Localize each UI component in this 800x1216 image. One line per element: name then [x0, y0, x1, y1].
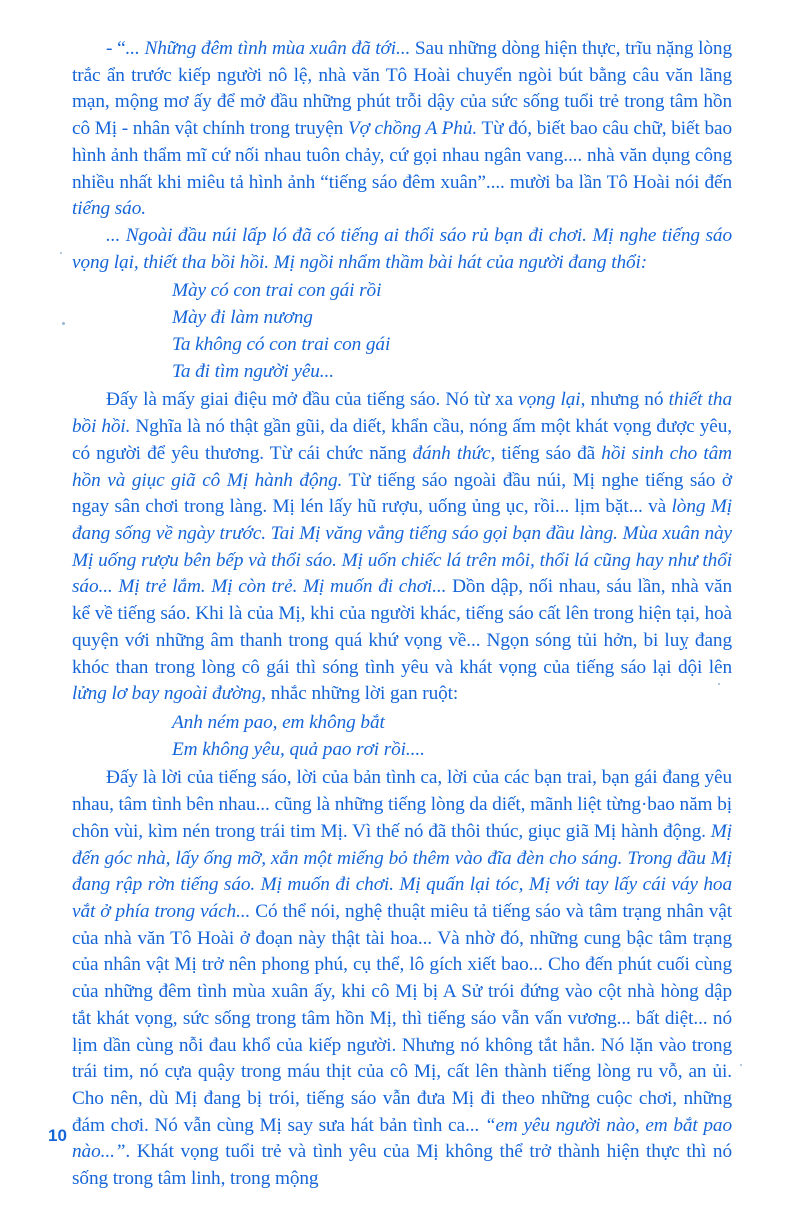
verse-line: Mày có con trai con gái rồi [172, 280, 382, 302]
emphasis-text: thiết tha bồi hồi. [72, 389, 733, 438]
body-paragraph [72, 765, 732, 1193]
page-speck [62, 322, 65, 325]
emphasis-text: Vợ chồng A Phủ. [347, 118, 478, 140]
verse-block [72, 710, 732, 763]
emphasis-text: lòng Mị đang sống về ngày trước. Tai Mị văng vẳng tiếng sáo gọi bạn đầu làng. Mùa xuân này Mị uống rượu bên bếp và thổi sáo. Mị uốn chiếc lá trên môi, thổi lá cũng hay như thổi sáo... Mị trẻ lắm. Mị còn trẻ. Mị muốn đi chơi... [72, 496, 732, 598]
body-text: Đấy là lời của tiếng sáo, lời của bản tình ca, lời của các bạn trai, bạn gái đang yêu nhau, tâm tình bên nhau... cũng là những tiếng lòng da diết, mãnh liệt từng·bao năm bị chôn vùi, kìm nén trong trái tim Mị. Vì thế nó đã thôi thúc, giục giã Mị hành động. [72, 767, 732, 842]
body-text: Dồn dập, nối nhau, sáu lần, nhà văn kể về tiếng sáo. Khi là của Mị, khi của người khác, tiếng sáo cất lên trong hiện tại, hoà quyện với những âm thanh trong quá khứ vọng về... Ngọn sóng tủi hởn, bi luỵ đang khóc than trong lòng cô gái thì sóng tình yêu và khát vọng của tiếng sáo lại dội lên [72, 576, 732, 678]
verse-line: Mày đi làm nương [172, 307, 313, 329]
body-text: Sau những dòng hiện thực, trĩu nặng lòng trắc ẩn trước kiếp người nô lệ, nhà văn Tô Hoài chuyển ngòi bút bằng câu văn lãng mạn, mộng mơ ấy để mở đầu những phút trỗi dậy của sức sống tuổi trẻ trong tâm hồn cô Mị - nhân vật chính trong truyện [72, 38, 732, 140]
verse-line: Em không yêu, quả pao rơi rồi.... [172, 738, 425, 760]
body-text: - “ [106, 38, 126, 59]
page-number: 10 [48, 1126, 67, 1145]
verse-line: Ta không có con trai con gái [172, 333, 391, 355]
emphasis-text: Mị đến góc nhà, lấy ống mỡ, xắn một miếng bỏ thêm vào đĩa đèn cho sáng. Trong đầu Mị đang rập rờn tiếng sáo. Mị muốn đi chơi. Mị quấn lại tóc, Mị với tay lấy cái váy hoa vắt ở phía trong vách... [72, 820, 732, 922]
emphasis-text: ... Những đêm tình mùa xuân đã tới... [125, 38, 411, 59]
emphasis-text: “em yêu người nào, em bắt pao nào...” [72, 1114, 732, 1163]
body-text: Có thể nói, nghệ thuật miêu tả tiếng sáo và tâm trạng nhân vật của nhà văn Tô Hoài ở đoạn này thật tài hoa... Và nhờ đó, những cung bậc tâm trạng của nhân vật Mị trở nên phong phú, cụ thể, lô gích xiết bao... Cho đến phút cuối cùng của những đêm tình mùa xuân ấy, khi cô Mị bị A Sử trói đứng vào cột nhà hòng dập tắt khát vọng, sức sống trong tâm hồn Mị, thì tiếng sáo vẫn vấn vương... bất diệt... nó lịm dần cùng nỗi đau khổ của kiếp người. Nhưng nó không tắt hẳn. Nó lặn vào trong trái tim, nó cựa quậy trong máu thịt của cô Mị, cất lên thành tiếng lòng ru vỗ, an ủi. Cho nên, dù Mị đang bị trói, tiếng sáo vẫn đưa Mị đi theo những cuộc chơi, những đám chơi. Nó vẫn cùng Mị say sưa hát bản tình ca... [72, 901, 732, 1136]
page-speck [740, 1064, 742, 1066]
page-body [72, 36, 732, 1193]
emphasis-text: đánh thức [412, 442, 491, 464]
verse-block [72, 278, 732, 385]
body-paragraph [72, 223, 732, 276]
emphasis-text: lửng lơ bay ngoài đường [72, 683, 262, 705]
body-text: , nhưng nó [580, 389, 669, 411]
emphasis-text: tiếng sáo. [72, 198, 146, 220]
page-speck [60, 252, 62, 254]
emphasis-text: ... Ngoài đầu núi lấp ló đã có tiếng ai thổi sáo rủ bạn đi chơi. Mị nghe tiếng sáo vọng lại, thiết tha bồi hồi. Mị ngồi nhẩm thầm bài hát của người đang thổi: [72, 225, 732, 273]
body-paragraph [72, 36, 732, 223]
body-text: Từ đó, biết bao câu chữ, biết bao hình ảnh thẩm mĩ cứ nối nhau tuôn chảy, cứ gọi nhau ngân vang.... nhà văn dụng công nhiều nhất khi miêu tả hình ảnh “tiếng sáo đêm xuân”.... mười ba lần Tô Hoài nói đến [72, 118, 732, 193]
body-paragraph [72, 387, 732, 708]
body-text: . Khát vọng tuổi trẻ và tình yêu của Mị không thể trở thành hiện thực thì nó sống trong tâm linh, trong mộng [72, 1141, 732, 1190]
body-text: , nhắc những lời gan ruột: [261, 683, 459, 705]
emphasis-text: hồi sinh cho tâm hồn và giục giã cô Mị hành động. [72, 442, 733, 491]
body-text: Nghĩa là nó thật gần gũi, da diết, khẩn cầu, nóng ấm một khát vọng được yêu, có người để yêu thương. Từ cái chức năng [72, 416, 732, 464]
body-text: , tiếng sáo đã [490, 442, 602, 464]
body-text: Từ tiếng sáo ngoài đầu núi, Mị nghe tiếng sáo ở ngay sân chơi trong làng. Mị lén lấy hũ rượu, uống ủng ục, rồi... lịm bặt... và [72, 469, 732, 518]
body-text: Đấy là mấy giai điệu mở đầu của tiếng sáo. Nó từ xa [106, 389, 519, 411]
verse-line: Ta đi tìm người yêu... [172, 360, 334, 382]
verse-line: Anh ném pao, em không bắt [172, 711, 385, 733]
emphasis-text: vọng lại [518, 389, 581, 411]
